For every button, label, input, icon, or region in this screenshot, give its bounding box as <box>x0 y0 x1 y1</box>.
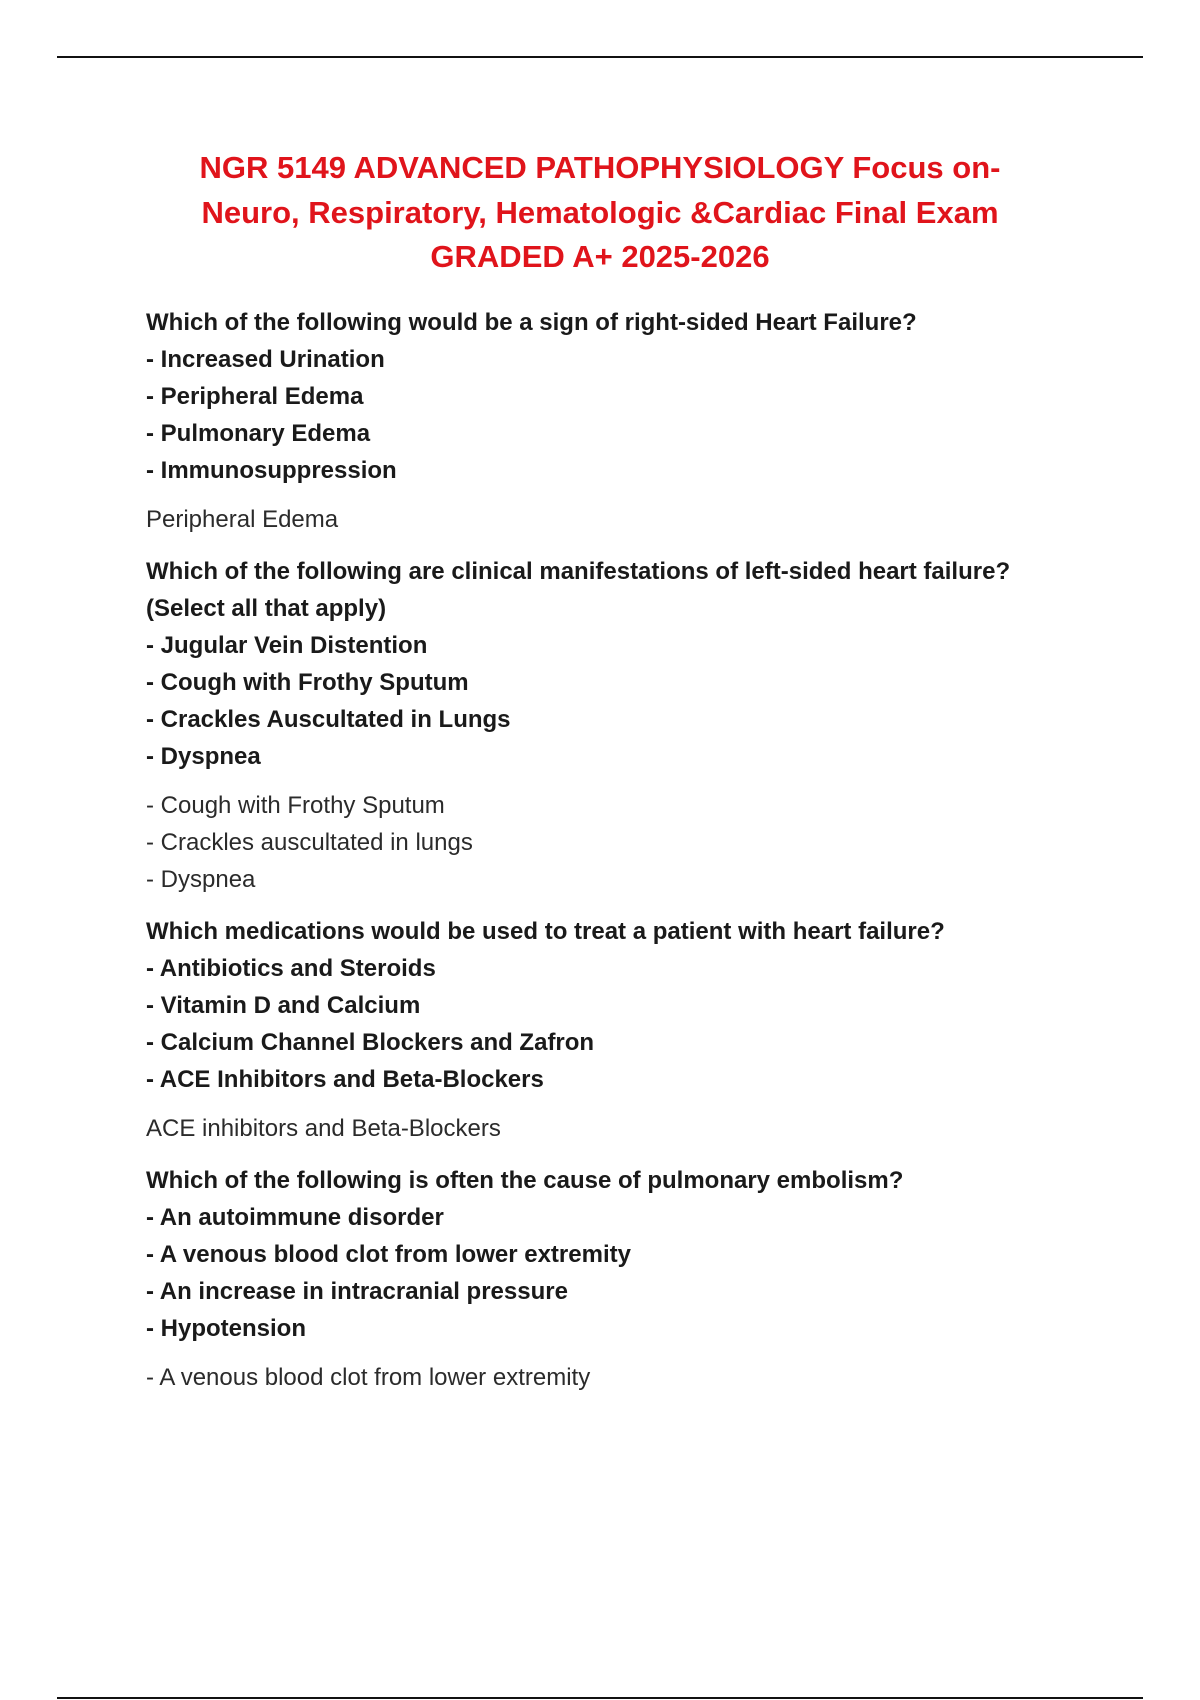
answer-line: ACE inhibitors and Beta-Blockers <box>146 1115 501 1142</box>
document-title <box>150 146 1050 280</box>
answer-line: - A venous blood clot from lower extremity <box>146 1364 591 1391</box>
document-body <box>146 304 1106 1411</box>
option-line: - Immunosuppression <box>146 457 397 484</box>
option-line: - Hypotension <box>146 1315 306 1342</box>
answer-block <box>146 1110 1106 1147</box>
question-block <box>146 304 1106 538</box>
option-line: - ACE Inhibitors and Beta-Blockers <box>146 1066 544 1093</box>
question-block <box>146 553 1106 898</box>
title-line: GRADED A+ 2025-2026 <box>430 239 770 274</box>
option-line: - Dyspnea <box>146 743 261 770</box>
answer-line: - Cough with Frothy Sputum <box>146 792 445 819</box>
option-line: - An autoimmune disorder <box>146 1204 444 1231</box>
title-line: NGR 5149 ADVANCED PATHOPHYSIOLOGY Focus on- <box>199 150 1001 185</box>
title-line: Neuro, Respiratory, Hematologic &Cardiac Final Exam <box>201 194 999 230</box>
top-rule <box>57 56 1143 58</box>
bottom-rule <box>57 1697 1143 1699</box>
question-text: Which of the following are clinical manifestations of left-sided heart failure? <box>146 558 1011 585</box>
question-text: Which of the following would be a sign of right-sided Heart Failure? <box>146 309 917 336</box>
question-text: Which medications would be used to treat a patient with heart failure? <box>146 918 945 945</box>
option-line: - Antibiotics and Steroids <box>146 955 436 982</box>
option-line: - A venous blood clot from lower extremity <box>146 1241 631 1268</box>
option-line: - Calcium Channel Blockers and Zafron <box>146 1029 595 1056</box>
answer-block <box>146 787 1106 898</box>
option-line: - Crackles Auscultated in Lungs <box>146 706 511 733</box>
option-line: - Pulmonary Edema <box>146 420 371 447</box>
question-text: Which of the following is often the cause of pulmonary embolism? <box>146 1167 904 1194</box>
answer-line: Peripheral Edema <box>146 506 339 533</box>
option-line: - Cough with Frothy Sputum <box>146 669 469 696</box>
question-block <box>146 1162 1106 1396</box>
answer-line: - Crackles auscultated in lungs <box>146 829 473 856</box>
option-line: - Jugular Vein Distention <box>146 632 428 659</box>
question-block <box>146 913 1106 1147</box>
answer-block <box>146 1359 1106 1396</box>
question-text: (Select all that apply) <box>146 595 387 622</box>
option-line: - Peripheral Edema <box>146 383 364 410</box>
answer-line: - Dyspnea <box>146 866 256 893</box>
option-line: - An increase in intracranial pressure <box>146 1278 568 1305</box>
answer-block <box>146 501 1106 538</box>
option-line: - Increased Urination <box>146 346 385 373</box>
option-line: - Vitamin D and Calcium <box>146 992 421 1019</box>
